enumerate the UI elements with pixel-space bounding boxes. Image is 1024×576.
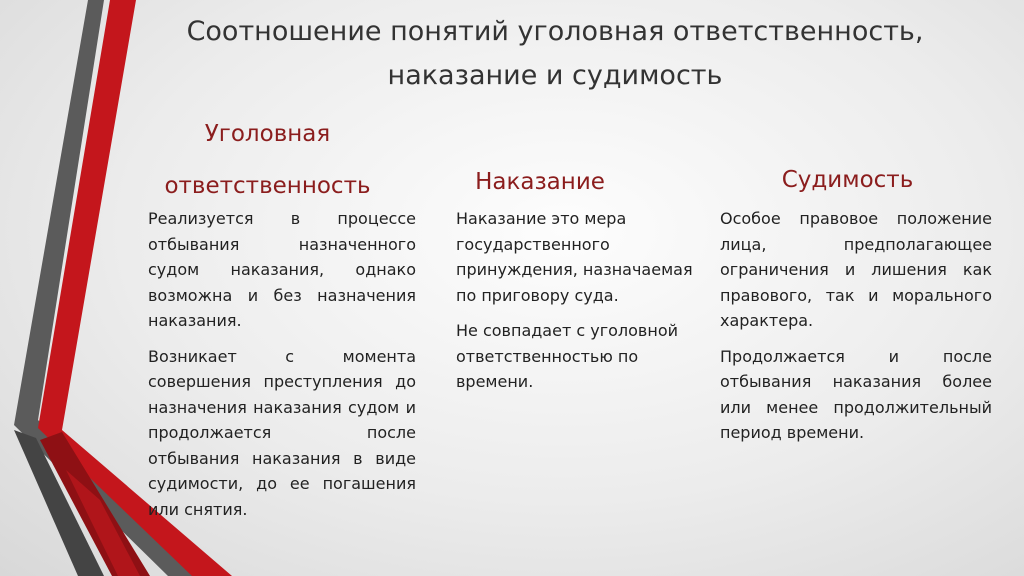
heading-punishment — [455, 156, 625, 208]
title-line-2: наказание и судимость — [387, 60, 723, 91]
paragraph: Не совпадает с уголовной ответственностью по времени. — [456, 321, 678, 391]
paragraph: Особое правовое положение лица, предполагающее ограничения и лишения как правового, так и морального характера. — [720, 209, 992, 330]
heading-line-1: Уголовная — [204, 121, 331, 147]
paragraph: Возникает с момента совершения преступления до назначения наказания судом и продолжается после отбывания наказания в виде судимости, до ее погашения или снятия. — [148, 346, 416, 519]
column-punishment-text — [456, 206, 704, 405]
title-line-1: Соотношение понятий уголовная ответственность, — [186, 16, 924, 47]
paragraph: Продолжается и после отбывания наказания более или менее продолжительный период времени. — [720, 346, 992, 442]
slide-title — [140, 10, 970, 98]
column-criminal-record-text — [720, 206, 992, 456]
column-criminal-liability-text — [148, 206, 416, 532]
paragraph: Наказание это мера государственного принуждения, назначаемая по приговору суда. — [456, 209, 693, 305]
heading-text: Наказание — [475, 169, 605, 195]
heading-text: Судимость — [781, 167, 914, 193]
heading-line-2: ответственность — [164, 173, 371, 199]
heading-criminal-liability — [150, 108, 385, 212]
paragraph: Реализуется в процессе отбывания назначенного судом наказания, однако возможна и без назначения наказания. — [148, 209, 416, 330]
heading-criminal-record — [755, 154, 940, 206]
